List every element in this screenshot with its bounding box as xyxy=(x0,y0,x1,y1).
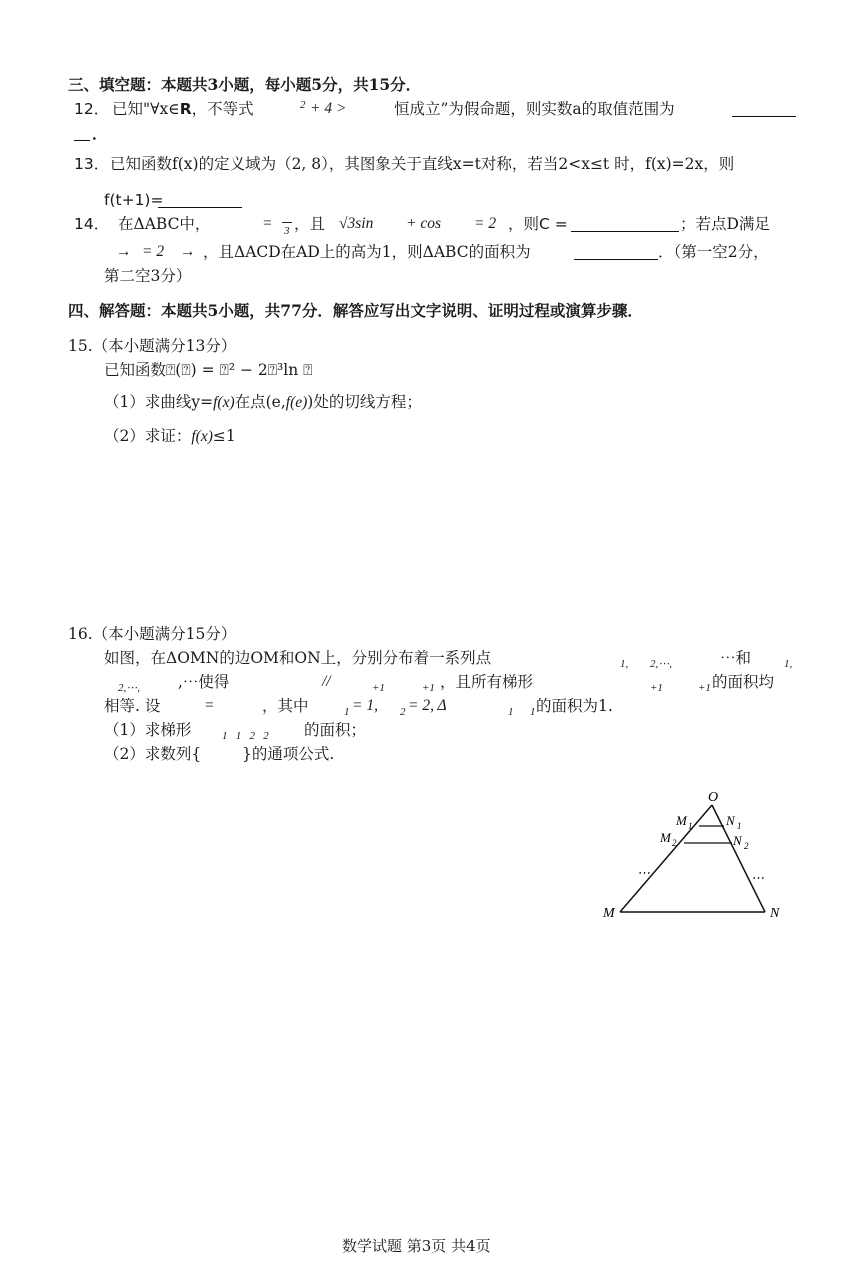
q12-end: ． xyxy=(92,124,108,143)
q14-line3: 第二空3分） xyxy=(104,267,192,285)
label-O: O xyxy=(708,790,719,805)
q15-title: 15.（本小题满分13分） xyxy=(68,337,237,355)
q14-answer-blank-1[interactable] xyxy=(571,215,679,232)
q16-line3-text3: 的面积为1. xyxy=(536,697,613,715)
label-N: N xyxy=(770,906,780,921)
label-N1: N xyxy=(726,813,735,828)
q16-line1-text: 如图，在ΔOMN的边OM和ON上，分别分布着一系列点 xyxy=(104,649,492,667)
q16-part2-end: }的通项公式. xyxy=(242,745,335,763)
q16-part1-text: （1）求梯形 xyxy=(104,721,192,739)
q12-answer-blank[interactable] xyxy=(732,100,796,117)
label-M: M xyxy=(603,906,615,921)
q16-line2-sub4: +1 xyxy=(650,682,663,694)
q12-answer-blank-cont[interactable] xyxy=(74,124,90,141)
q12-superscript: 2 xyxy=(300,99,306,111)
q16-line2-text2: ，且所有梯形 xyxy=(440,673,534,691)
q14-text-4: ；若点D满足 xyxy=(680,215,770,233)
q14-text-6: ．（第一空2分， xyxy=(658,243,769,261)
q16-line1-and: ⋯和 xyxy=(720,649,752,667)
q14-eq2: = 2 xyxy=(474,215,497,232)
label-N1-sub: 1 xyxy=(737,821,742,831)
q15-part2: （2）求证：f(x)≤1 xyxy=(104,427,236,445)
q15-part1: （1）求曲线y=f(x)在点(e,f(e))处的切线方程； xyxy=(104,393,422,411)
ellipsis-right: ⋯ xyxy=(751,870,764,885)
q14-fraction-den: 3 xyxy=(284,225,290,237)
q13-line2: f(t+1)= xyxy=(104,191,164,209)
q16-line3-eq: = xyxy=(204,697,215,714)
triangle-figure xyxy=(590,785,800,935)
q16-line2-sub1: 2,⋯, xyxy=(118,682,140,694)
q16-line2-text3: 的面积均 xyxy=(712,673,775,691)
q16-line1-sub1: 1, xyxy=(620,658,629,670)
side-OM xyxy=(620,805,712,912)
q12-text-1: 已知"∀x∈R，不等式 xyxy=(112,100,254,118)
q16-line3-sub3: 1 xyxy=(508,706,514,718)
q14-text-1: 在ΔABC中， xyxy=(118,215,211,233)
q16-line2-parallel: // xyxy=(322,673,331,690)
q14-text-2: ，且 xyxy=(294,215,326,233)
q14-arrow-1: → xyxy=(116,243,132,260)
q16-part1-end: 的面积； xyxy=(304,721,367,739)
q14-answer-blank-2[interactable] xyxy=(574,243,658,260)
q14-eq3: = 2 xyxy=(142,243,165,260)
q16-line3-sub1: 1 xyxy=(344,706,350,718)
q16-line3-text2: ，其中 xyxy=(262,697,309,715)
q16-part2-text: （2）求数列{ xyxy=(104,745,202,763)
section4-header: 四、解答题：本题共5小题，共77分．解答应写出文字说明、证明过程或演算步骤． xyxy=(68,301,643,320)
section3-header: 三、填空题：本题共3小题，每小题5分，共15分． xyxy=(68,75,422,94)
label-M1-sub: 1 xyxy=(688,821,693,831)
q16-line3-eq2: = 2, Δ xyxy=(408,697,447,714)
q13-answer-blank[interactable] xyxy=(158,191,242,208)
q13-line1: 已知函数f(x)的定义域为（2, 8），其图象关于直线x=t对称，若当2<x≤t 时，f(x)=2x，则 xyxy=(110,155,735,173)
q16-line3-text1: 相等. 设 xyxy=(104,697,161,715)
label-N2-sub: 2 xyxy=(744,841,749,851)
q16-line1-sub2: 2,⋯, xyxy=(650,658,672,670)
label-N2: N xyxy=(733,833,742,848)
q15-given: 已知函数⍰(⍰) = ⍰² − 2⍰³ln ⍰ xyxy=(104,361,313,379)
q12-text-2: 恒成立”为假命题，则实数a的取值范围为 xyxy=(394,100,675,118)
q16-line3-sub4: 1 xyxy=(530,706,536,718)
q16-line2-sub2: +1 xyxy=(372,682,385,694)
q16-part1-subs: 1 1 2 2 xyxy=(222,730,269,742)
q16-line3-eq1: = 1, xyxy=(352,697,378,714)
q16-line2-text1: ,⋯使得 xyxy=(178,673,230,691)
q14-number: 14． xyxy=(74,215,110,233)
q12-number: 12． xyxy=(74,100,110,118)
ellipsis-left: ⋯ xyxy=(637,865,650,880)
q12-inequality: + 4 > xyxy=(310,100,347,117)
q14-text-3: ，则C = xyxy=(508,215,568,233)
page-footer: 数学试题 第3页 共4页 xyxy=(342,1237,491,1255)
label-M2: M xyxy=(660,830,671,845)
q16-line3-sub2: 2 xyxy=(400,706,406,718)
q16-line2-sub3: +1 xyxy=(422,682,435,694)
q13-number: 13． xyxy=(74,155,110,173)
q14-sqrt-term: √3sin xyxy=(339,215,374,232)
q14-arrow-2: → xyxy=(180,243,196,260)
q16-title: 16.（本小题满分15分） xyxy=(68,625,237,643)
q14-cos-term: + cos xyxy=(406,215,441,232)
label-M1: M xyxy=(676,813,687,828)
q16-line1-sub3: 1, xyxy=(784,658,793,670)
q14-text-5: ，且ΔACD在AD上的高为1，则ΔABC的面积为 xyxy=(203,243,531,261)
q16-line2-sub5: +1 xyxy=(698,682,711,694)
q14-eq1: = xyxy=(262,215,273,232)
label-M2-sub: 2 xyxy=(672,838,677,848)
